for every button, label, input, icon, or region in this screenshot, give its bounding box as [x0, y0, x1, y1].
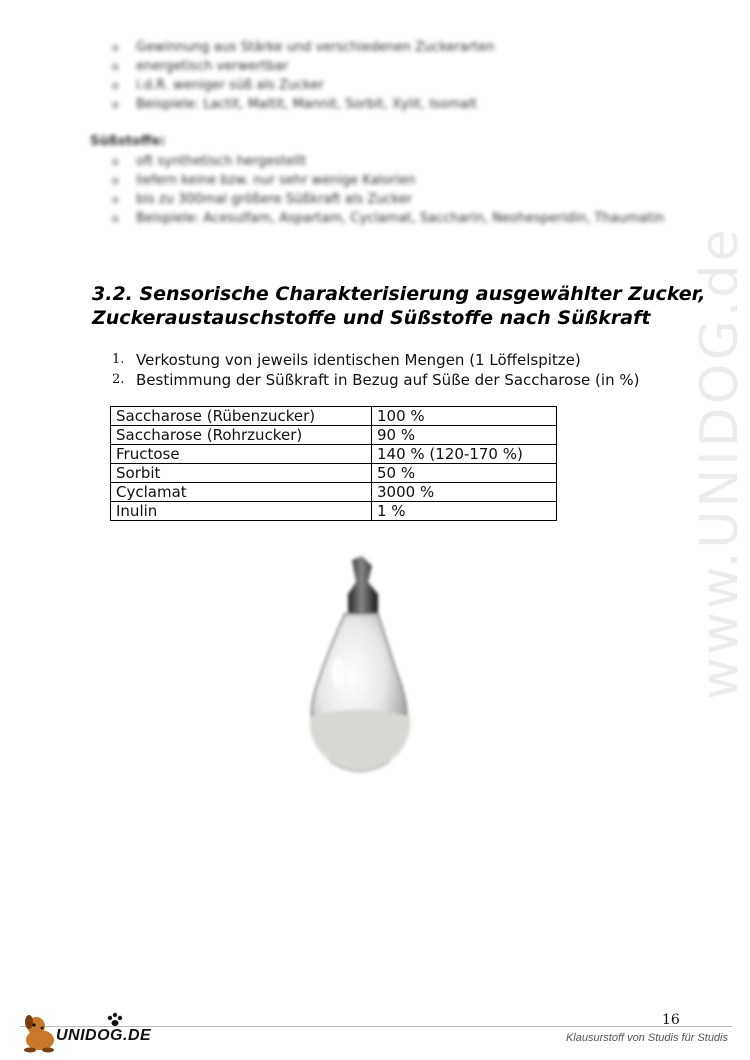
- table-row: [111, 502, 557, 521]
- list-item: o Beispiele: Lactit, Maltit, Mannit, Sorbit, Xylit, Isomalt: [112, 95, 495, 114]
- step-item: [112, 350, 639, 370]
- blurred-bullet-list-2: [112, 152, 664, 228]
- table-row: [111, 464, 557, 483]
- footer-tagline: Klausurstoff von Studis für Studis: [565, 1032, 728, 1044]
- table-row: [111, 407, 557, 426]
- step-item: [112, 370, 639, 390]
- blurred-bullet-list-1: [112, 38, 495, 114]
- section-title-line-2: Zuckeraustauschstoffe und Süßstoffe nach Süßkraft: [92, 307, 651, 329]
- table-cell-substance: Sorbit: [111, 464, 372, 483]
- list-item: o oft synthetisch hergestellt: [112, 152, 664, 171]
- table-cell-value: 3000 %: [372, 483, 557, 502]
- list-item: o Beispiele: Acesulfam, Aspartam, Cyclamat, Saccharin, Neohesperidin, Thaumatin: [112, 209, 664, 228]
- step-text: Verkostung von jeweils identischen Mengen (1 Löffelspitze): [136, 351, 581, 369]
- step-text: Bestimmung der Süßkraft in Bezug auf Süße der Saccharose (in %): [136, 371, 640, 389]
- table-cell-value: 1 %: [372, 502, 557, 521]
- table-cell-substance: Saccharose (Rohrzucker): [111, 426, 372, 445]
- table-row: [111, 483, 557, 502]
- step-number: 2.: [112, 372, 125, 387]
- watermark: www.UNIDOG.de: [690, 226, 750, 700]
- logo-text: UNIDOG.DE: [56, 1027, 152, 1044]
- sweetness-table: [110, 406, 557, 521]
- table-cell-value: 50 %: [372, 464, 557, 483]
- list-item: o i.d.R. weniger süß als Zucker: [112, 76, 495, 95]
- steps-list: [112, 350, 639, 390]
- table-cell-value: 140 % (120-170 %): [372, 445, 557, 464]
- table-cell-substance: Fructose: [111, 445, 372, 464]
- table-cell-substance: Inulin: [111, 502, 372, 521]
- table-cell-value: 90 %: [372, 426, 557, 445]
- list-item: o liefern keine bzw. nur sehr wenige Kalorien: [112, 171, 664, 190]
- table-cell-value: 100 %: [372, 407, 557, 426]
- sweeteners-subheading: Süßstoffe:: [90, 134, 166, 149]
- section-title-line-1: 3.2. Sensorische Charakterisierung ausgewählter Zucker,: [92, 283, 706, 305]
- sugar-dispenser-image: [290, 552, 430, 777]
- table-cell-substance: Saccharose (Rübenzucker): [111, 407, 372, 426]
- table-cell-substance: Cyclamat: [111, 483, 372, 502]
- page-number: 16: [662, 1012, 680, 1028]
- step-number: 1.: [112, 352, 125, 367]
- section-title: [92, 282, 712, 330]
- list-item: o Gewinnung aus Stärke und verschiedenen Zuckerarten: [112, 38, 495, 57]
- list-item: o energetisch verwertbar: [112, 57, 495, 76]
- table-row: [111, 445, 557, 464]
- table-row: [111, 426, 557, 445]
- list-item: o bis zu 300mal größere Süßkraft als Zucker: [112, 190, 664, 209]
